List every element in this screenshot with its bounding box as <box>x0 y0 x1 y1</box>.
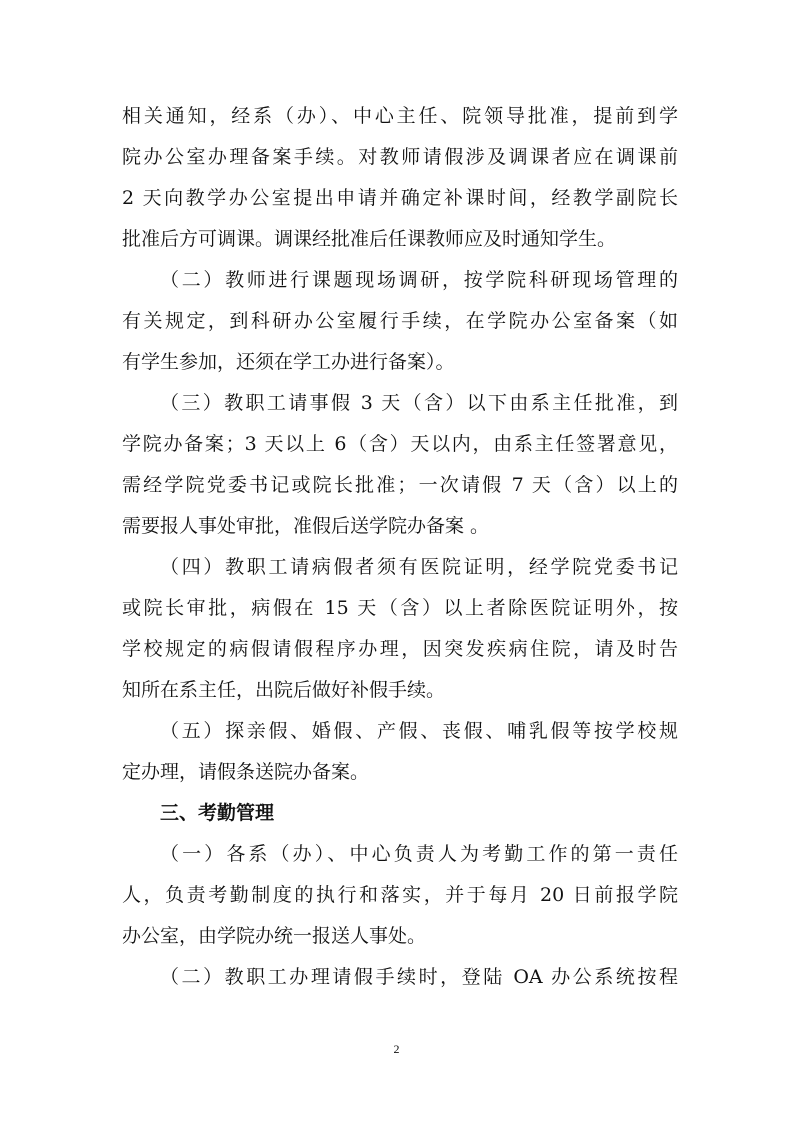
text-line: 人，负责考勤制度的执行和落实，并于每月 20 日前报学院 <box>122 884 678 906</box>
text-line: （二）教职工办理请假手续时，登陆 OA 办公系统按程 <box>160 966 678 988</box>
text-line: （五）探亲假、婚假、产假、丧假、哺乳假等按学校规 <box>160 720 678 742</box>
text-line: 学院办备案；3 天以上 6（含）天以内，由系主任签署意见， <box>122 433 678 455</box>
text-line: 相关通知，经系（办）、中心主任、院领导批准，提前到学 <box>122 105 678 127</box>
paragraph-item-5 <box>122 711 678 793</box>
attendance-paragraph-2 <box>122 957 678 998</box>
text-line: 定办理，请假条送院办备案。 <box>122 761 370 783</box>
text-line: 2 天向教学办公室提出申请并确定补课时间，经教学副院长 <box>122 187 678 209</box>
attendance-paragraph-1 <box>122 834 678 957</box>
paragraph-item-3 <box>122 383 678 547</box>
text-line: 需经学院党委书记或院长批准；一次请假 7 天（含）以上的 <box>122 474 678 496</box>
text-line: 批准后方可调课。调课经批准后任课教师应及时通知学生。 <box>122 228 617 250</box>
text-line: 学校规定的病假请假程序办理，因突发疾病住院，请及时告 <box>122 638 678 660</box>
document-body <box>122 96 678 998</box>
text-line: （四）教职工请病假者须有医院证明，经学院党委书记 <box>160 556 678 578</box>
text-line: （三）教职工请事假 3 天（含）以下由系主任批准，到 <box>160 392 678 414</box>
text-line: 或院长审批，病假在 15 天（含）以上者除医院证明外，按 <box>122 597 678 619</box>
text-line: 有学生参加，还须在学工办进行备案）。 <box>122 351 455 373</box>
text-line: 有关规定，到科研办公室履行手续，在学院办公室备案（如 <box>122 310 678 332</box>
paragraph-item-2 <box>122 260 678 383</box>
text-line: 需要报人事处审批，准假后送学院办备案 。 <box>122 515 490 537</box>
paragraph-continued <box>122 96 678 260</box>
section-heading: 三、考勤管理 <box>160 802 275 824</box>
text-line: 知所在系主任，出院后做好补假手续。 <box>122 679 446 701</box>
paragraph-item-4 <box>122 547 678 711</box>
page-number: 2 <box>393 1042 400 1056</box>
text-line: 院办公室办理备案手续。对教师请假涉及调课者应在调课前 <box>122 146 678 168</box>
text-line: （一）各系（办）、中心负责人为考勤工作的第一责任 <box>160 843 678 865</box>
text-line: （二）教师进行课题现场调研，按学院科研现场管理的 <box>160 269 678 291</box>
text-line: 办公室，由学院办统一报送人事处。 <box>122 925 427 947</box>
